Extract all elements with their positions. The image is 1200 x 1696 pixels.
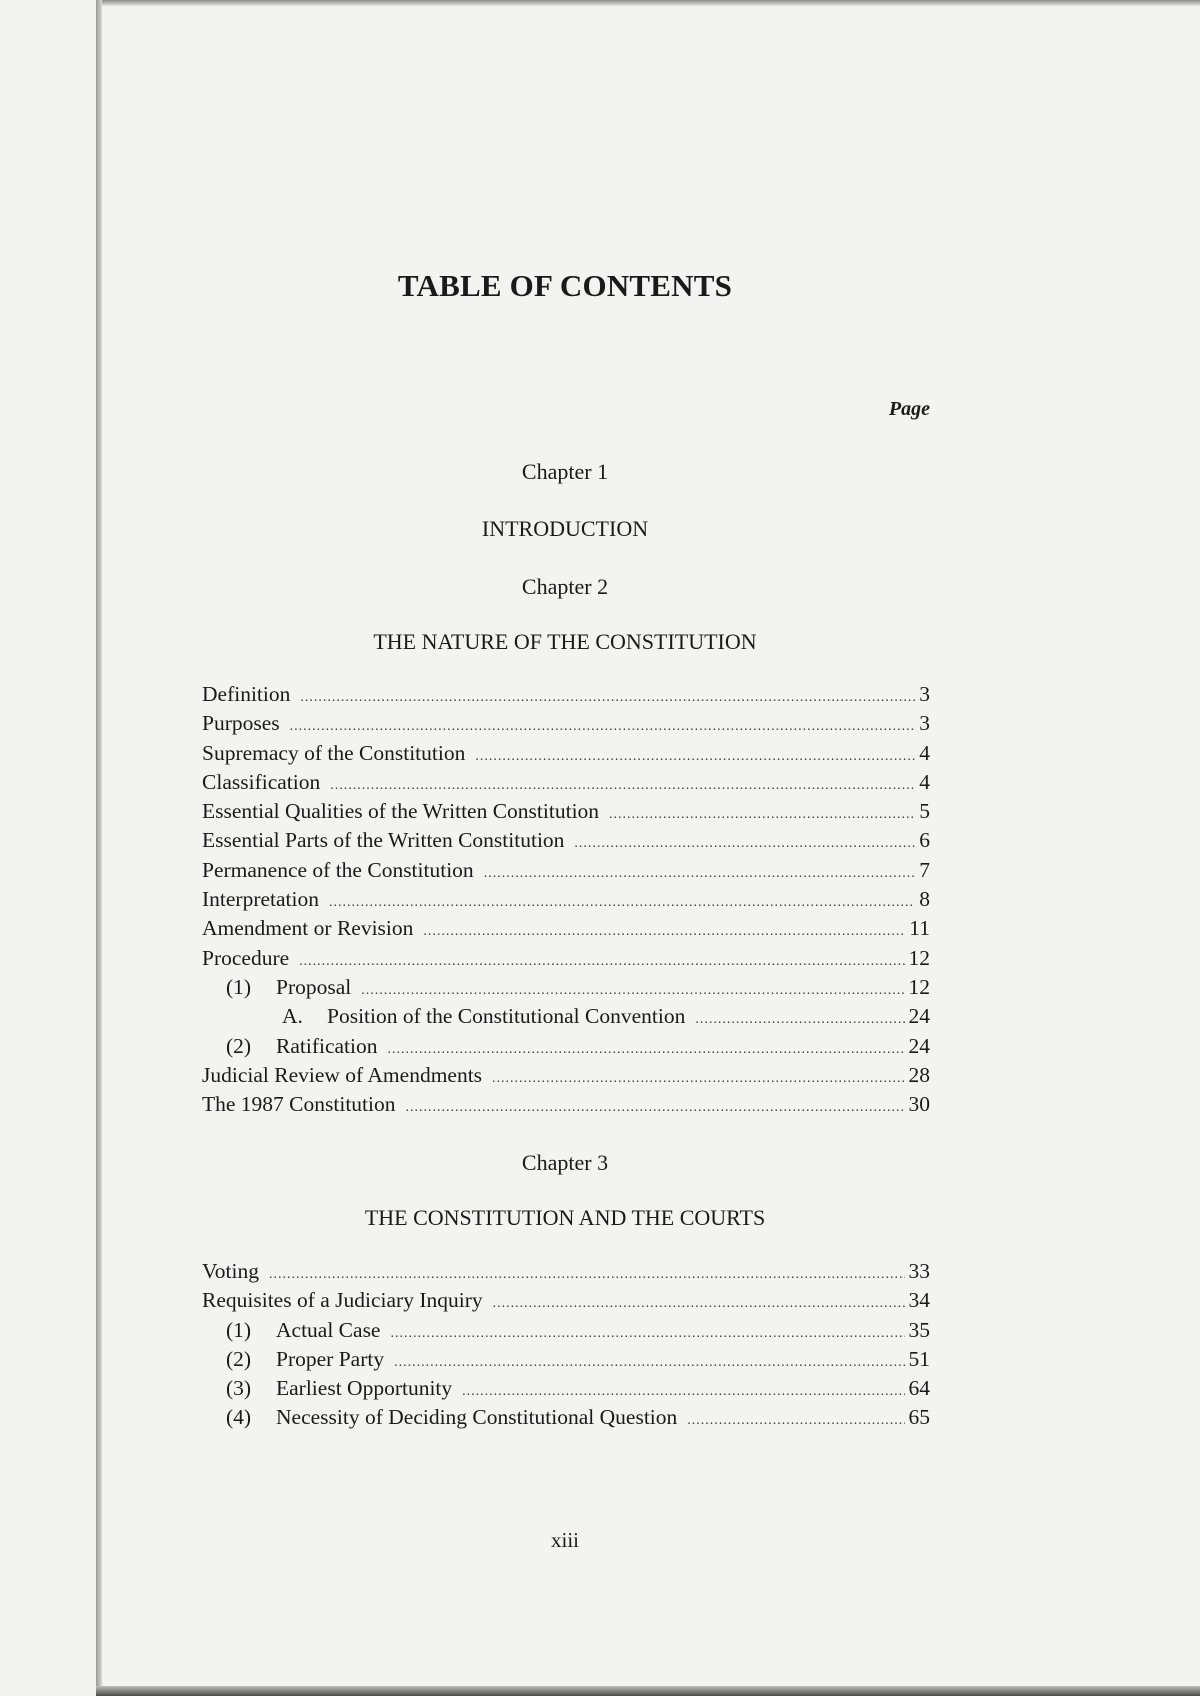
toc-entry-text: Permanence of the Constitution bbox=[202, 857, 474, 882]
toc-entry-number: (2) bbox=[226, 1033, 252, 1058]
chapter-3-entries bbox=[202, 1259, 930, 1435]
toc-entry-text: Essential Parts of the Written Constitution bbox=[202, 828, 565, 853]
page-title: TABLE OF CONTENTS bbox=[397, 268, 733, 303]
toc-entry-text: Ratification bbox=[276, 1033, 378, 1058]
toc-entry-page: 24 bbox=[908, 1004, 930, 1029]
dot-leader bbox=[493, 1296, 905, 1312]
chapter-3-label: Chapter 3 bbox=[521, 1150, 609, 1175]
toc-entry-text: Earliest Opportunity bbox=[276, 1376, 453, 1401]
toc-subentry bbox=[202, 1347, 930, 1376]
dot-leader bbox=[329, 895, 915, 911]
toc-entry-page: 12 bbox=[908, 945, 930, 970]
toc-entry bbox=[202, 828, 930, 857]
toc-entry-page: 7 bbox=[919, 857, 930, 882]
dot-leader bbox=[484, 866, 916, 882]
dot-leader bbox=[492, 1071, 904, 1087]
toc-subentry bbox=[202, 1318, 930, 1347]
toc-entry bbox=[202, 682, 930, 711]
toc-subsubentry bbox=[202, 1004, 930, 1033]
toc-entry bbox=[202, 799, 930, 828]
toc-entry bbox=[202, 946, 930, 975]
toc-entry-text: Proper Party bbox=[276, 1346, 385, 1371]
toc-entry-text: The 1987 Constitution bbox=[202, 1092, 396, 1117]
toc-entry-text: Voting bbox=[202, 1259, 259, 1283]
toc-entry bbox=[202, 1259, 930, 1288]
toc-entry-text: Requisites of a Judiciary Inquiry bbox=[202, 1288, 483, 1313]
page-column-label: Page bbox=[888, 398, 930, 420]
toc-entry bbox=[202, 741, 930, 770]
toc-entry-page: 33 bbox=[908, 1259, 930, 1283]
toc-entry-page: 28 bbox=[908, 1062, 930, 1087]
toc-entry-page: 24 bbox=[908, 1033, 930, 1058]
chapter-2-entries bbox=[202, 682, 930, 1121]
toc-entry bbox=[202, 770, 930, 799]
toc-entry-page: 8 bbox=[919, 887, 930, 912]
toc-entry-page: 30 bbox=[908, 1092, 930, 1117]
toc-entry-text: Procedure bbox=[202, 945, 290, 970]
chapter-2-heading: THE NATURE OF THE CONSTITUTION bbox=[373, 629, 757, 654]
toc-entry-page: 34 bbox=[908, 1288, 930, 1313]
toc-entry-page: 3 bbox=[919, 711, 930, 736]
toc-subentry bbox=[202, 1034, 930, 1063]
toc-entry-number: (3) bbox=[226, 1376, 252, 1401]
toc-entry bbox=[202, 916, 930, 945]
dot-leader bbox=[330, 778, 915, 794]
toc-entry-text: Supremacy of the Constitution bbox=[202, 740, 466, 765]
toc-entry-number: (1) bbox=[226, 974, 252, 999]
dot-leader bbox=[475, 749, 915, 765]
toc-entry bbox=[202, 1288, 930, 1317]
dot-leader bbox=[406, 1100, 905, 1116]
toc-entry-text: Proposal bbox=[276, 974, 352, 999]
toc-entry-number: (4) bbox=[226, 1405, 252, 1430]
chapter-2-label: Chapter 2 bbox=[521, 574, 609, 599]
chapter-1-label: Chapter 1 bbox=[521, 459, 609, 484]
toc-entry bbox=[202, 1063, 930, 1092]
toc-entry-text: Classification bbox=[202, 769, 321, 794]
toc-entry-text: Actual Case bbox=[276, 1317, 381, 1342]
dot-leader bbox=[394, 1355, 904, 1371]
toc-entry-number: (2) bbox=[226, 1346, 252, 1371]
dot-leader bbox=[695, 1012, 904, 1028]
toc-entry-text: Necessity of Deciding Constitutional Question bbox=[276, 1405, 678, 1430]
dot-leader bbox=[390, 1326, 904, 1342]
toc-entry bbox=[202, 887, 930, 916]
toc-entry-text: Judicial Review of Amendments bbox=[202, 1062, 483, 1087]
toc-subentry bbox=[202, 1376, 930, 1405]
toc-entry-page: 11 bbox=[909, 916, 930, 941]
toc-entry-page: 65 bbox=[908, 1405, 930, 1430]
toc-entry-text: Interpretation bbox=[202, 887, 320, 912]
toc-entry-page: 6 bbox=[919, 828, 930, 853]
dot-leader bbox=[388, 1042, 905, 1058]
dot-leader bbox=[299, 954, 904, 970]
toc-entry-page: 35 bbox=[908, 1317, 930, 1342]
dot-leader bbox=[609, 807, 915, 823]
toc-entry-page: 3 bbox=[919, 682, 930, 706]
toc-entry-text: Purposes bbox=[202, 711, 280, 736]
toc-entry bbox=[202, 1092, 930, 1121]
toc-entry-text: Definition bbox=[202, 682, 291, 706]
toc-subentry bbox=[202, 975, 930, 1004]
dot-leader bbox=[423, 924, 905, 940]
dot-leader bbox=[300, 690, 915, 706]
toc-entry-page: 4 bbox=[919, 740, 930, 765]
toc-entry-number: (1) bbox=[226, 1317, 252, 1342]
chapter-3-heading: THE CONSTITUTION AND THE COURTS bbox=[364, 1205, 766, 1230]
dot-leader bbox=[269, 1267, 905, 1283]
page-folio: xiii bbox=[550, 1528, 579, 1552]
chapter-1-heading: INTRODUCTION bbox=[481, 516, 649, 541]
dot-leader bbox=[290, 719, 916, 735]
toc-entry-page: 12 bbox=[908, 974, 930, 999]
toc-entry-page: 51 bbox=[908, 1346, 930, 1371]
dot-leader bbox=[687, 1413, 904, 1429]
toc-entry-letter: A. bbox=[282, 1004, 303, 1029]
toc-subentry bbox=[202, 1405, 930, 1434]
toc-entry-text: Amendment or Revision bbox=[202, 916, 414, 941]
toc-entry-page: 4 bbox=[919, 769, 930, 794]
dot-leader bbox=[574, 836, 915, 852]
toc-entry bbox=[202, 711, 930, 740]
toc-entry-page: 5 bbox=[919, 799, 930, 824]
toc-entry bbox=[202, 858, 930, 887]
toc-entry-text: Position of the Constitutional Convention bbox=[327, 1004, 686, 1029]
toc-entry-text: Essential Qualities of the Written Constitution bbox=[202, 799, 600, 824]
dot-leader bbox=[361, 983, 904, 999]
toc-entry-page: 64 bbox=[908, 1376, 930, 1401]
dot-leader bbox=[462, 1384, 904, 1400]
